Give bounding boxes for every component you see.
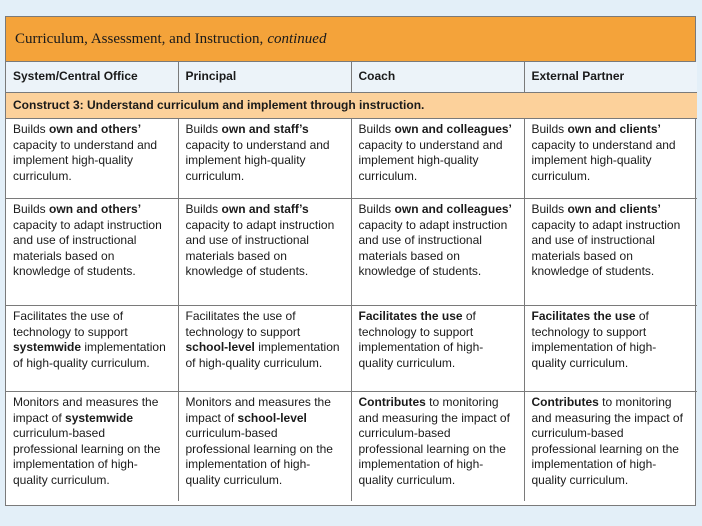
- construct-heading: Construct 3: Understand curriculum and implement through instruction.: [6, 93, 697, 119]
- cell-system: Builds own and others’ capacity to understand and implement high-quality curriculum.: [6, 119, 178, 199]
- table-title-continued: continued: [267, 30, 327, 47]
- cell-coach: Builds own and colleagues’ capacity to understand and implement high-quality curriculum.: [351, 119, 524, 199]
- rubric-table-frame: [5, 16, 696, 506]
- cell-system: Builds own and others’ capacity to adapt instruction and use of instructional materials based on knowledge of students.: [6, 199, 178, 306]
- cell-system: Facilitates the use of technology to support systemwide implementation of high-quality curriculum.: [6, 306, 178, 392]
- column-header-row: [6, 62, 697, 93]
- cell-principal: Builds own and staff’s capacity to understand and implement high-quality curriculum.: [178, 119, 351, 199]
- cell-coach: Builds own and colleagues’ capacity to adapt instruction and use of instructional materials based on knowledge of students.: [351, 199, 524, 306]
- column-header-system: System/Central Office: [6, 62, 178, 93]
- cell-principal: Monitors and measures the impact of school-level curriculum-based professional learning on the implementation of high-quality curriculum.: [178, 392, 351, 502]
- cell-external-partner: Contributes to monitoring and measuring the impact of curriculum-based professional learning on the implementation of high-quality curriculum.: [524, 392, 697, 502]
- cell-coach: Contributes to monitoring and measuring the impact of curriculum-based professional learning on the implementation of high-quality curriculum.: [351, 392, 524, 502]
- rubric-table: [6, 62, 697, 501]
- column-header-principal: Principal: [178, 62, 351, 93]
- table-title: [6, 17, 695, 62]
- column-header-external-partner: External Partner: [524, 62, 697, 93]
- cell-principal: Facilitates the use of technology to support school-level implementation of high-quality curriculum.: [178, 306, 351, 392]
- table-row: [6, 306, 697, 392]
- cell-external-partner: Builds own and clients’ capacity to adapt instruction and use of instructional materials based on knowledge of students.: [524, 199, 697, 306]
- cell-external-partner: Builds own and clients’ capacity to understand and implement high-quality curriculum.: [524, 119, 697, 199]
- cell-system: Monitors and measures the impact of systemwide curriculum-based professional learning on the implementation of high-quality curriculum.: [6, 392, 178, 502]
- table-row: [6, 199, 697, 306]
- column-header-coach: Coach: [351, 62, 524, 93]
- table-row: [6, 119, 697, 199]
- cell-external-partner: Facilitates the use of technology to support implementation of high-quality curriculum.: [524, 306, 697, 392]
- table-title-main: Curriculum, Assessment, and Instruction,: [15, 30, 264, 47]
- table-row: [6, 392, 697, 502]
- construct-row: [6, 93, 697, 119]
- cell-principal: Builds own and staff’s capacity to adapt instruction and use of instructional materials based on knowledge of students.: [178, 199, 351, 306]
- cell-coach: Facilitates the use of technology to support implementation of high-quality curriculum.: [351, 306, 524, 392]
